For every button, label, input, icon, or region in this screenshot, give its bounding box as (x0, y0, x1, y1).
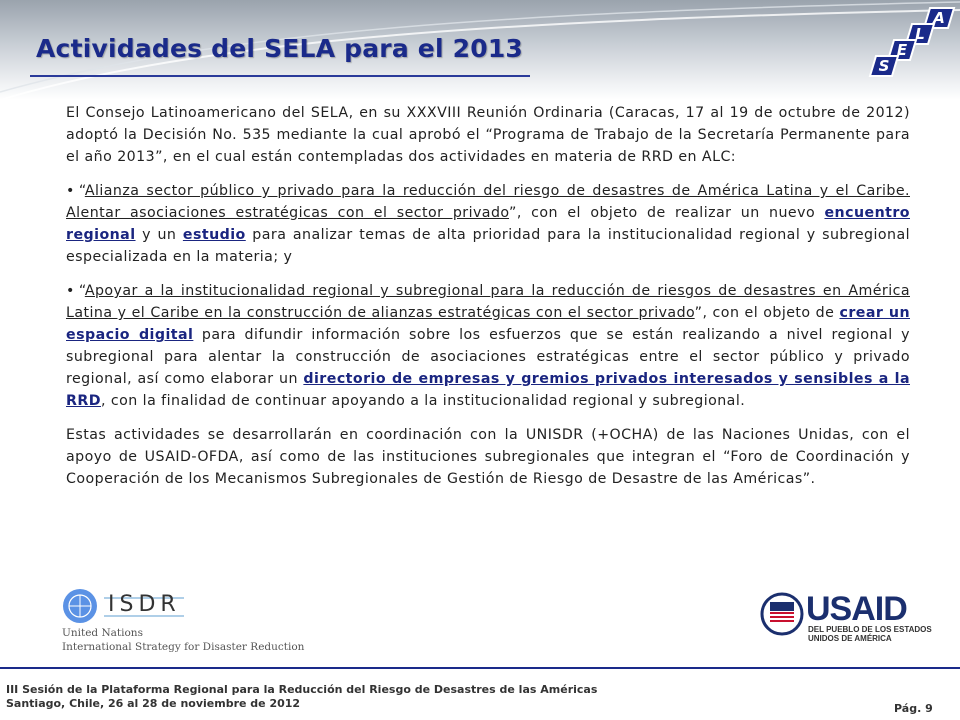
bullet1-text-c: para analizar temas de alta prioridad para la institucionalidad regional y subregional especializada en la materia; y (66, 227, 910, 265)
usaid-seal-icon (760, 592, 804, 636)
intro-paragraph: El Consejo Latinoamericano del SELA, en su XXXVIII Reunión Ordinaria (Caracas, 17 al 19 de octubre de 2012) adoptó la Decisión No. 535 mediante la cual aprobó el “Programa de Trabajo de la Secretaría Permanente para el año 2013”, en el cual están contempladas dos actividades en materia de RRD en ALC: (66, 105, 910, 165)
link-encuentro-regional[interactable]: encuentro regional (66, 205, 910, 243)
page-number: Pág. 9 (894, 702, 933, 715)
bullet1-open-quote: “ (78, 183, 85, 199)
link-directorio-empresas[interactable]: directorio de empresas y gremios privados interesados y sensibles a la RRD (66, 371, 910, 409)
sela-letter-s: S (878, 57, 890, 75)
main-content (66, 102, 910, 502)
usaid-wordmark: USAID (806, 590, 907, 628)
bullet2-text-c: , con la finalidad de continuar apoyando a la institucionalidad regional y subregional. (100, 393, 746, 409)
bullet1-text-b: y un (135, 227, 183, 243)
sela-letter-l: L (915, 25, 925, 43)
usaid-subtitle-1: DEL PUEBLO DE LOS ESTADOS (808, 625, 932, 634)
isdr-wordmark: ISDR (108, 592, 181, 617)
bullet2-open-quote: “ (78, 283, 85, 299)
link-crear-espacio-digital[interactable]: crear un espacio digital (66, 305, 910, 343)
footer-event: III Sesión de la Plataforma Regional para la Reducción del Riesgo de Desastres de las Américas (6, 683, 598, 696)
bullet1-underlined-title: Alianza sector público y privado para la reducción del riesgo de desastres de América Latina y el Caribe. Alentar asociaciones estratégicas con el sector privado (66, 183, 910, 221)
bullet-item-2 (66, 280, 910, 412)
isdr-line-1: United Nations (62, 627, 143, 639)
bullet2-text-a: ”, con el objeto de (694, 305, 840, 321)
page-title: Actividades del SELA para el 2013 (36, 34, 524, 63)
bullet-dot-icon: • (66, 283, 75, 299)
bullet-dot-icon: • (66, 183, 75, 199)
bullet2-underlined-title: Apoyar a la institucionalidad regional y subregional para la reducción de riesgos de desastres en América Latina y el Caribe en la construcción de alianzas estratégicas con el sector privado (66, 283, 910, 321)
sela-letter-e: E (896, 41, 908, 59)
link-estudio[interactable]: estudio (182, 227, 246, 243)
bullet2-text-b: para difundir información sobre los esfuerzos que se están realizando a nivel regional y subregional para alentar la construcción de asociaciones estratégicas entre el sector público y privado regional, así como elaborar un (66, 327, 910, 387)
bullet1-text-a: ”, con el objeto de realizar un nuevo (509, 205, 825, 221)
sela-letter-a: A (933, 9, 945, 27)
closing-paragraph: Estas actividades se desarrollarán en coordinación con la UNISDR (+OCHA) de las Naciones Unidas, con el apoyo de USAID-OFDA, así como de las instituciones subregionales que integran el “Foro de Coordinación y Cooperación de los Mecanismos Subregionales de Gestión de Riesgo de Desastre de las Américas”. (66, 427, 910, 487)
title-underline (30, 75, 530, 77)
isdr-line-2: International Strategy for Disaster Reduction (62, 641, 305, 653)
bullet-item-1 (66, 180, 910, 268)
footer-location-date: Santiago, Chile, 26 al 28 de noviembre de 2012 (6, 697, 301, 710)
footer-divider (0, 667, 960, 669)
sela-logo (860, 4, 956, 100)
usaid-subtitle-2: UNIDOS DE AMÉRICA (808, 634, 892, 643)
